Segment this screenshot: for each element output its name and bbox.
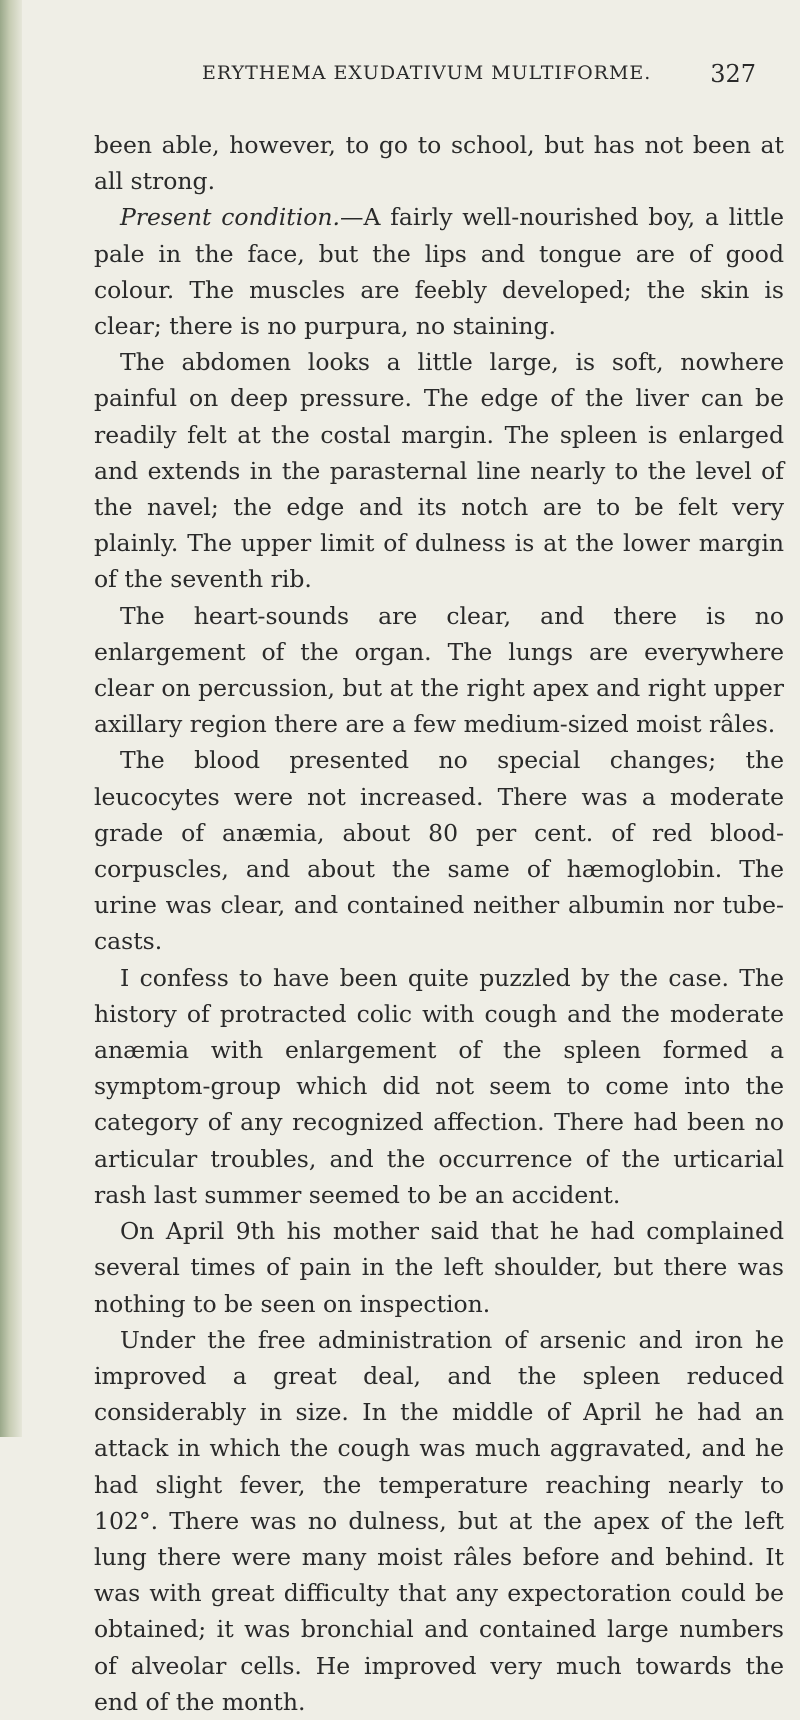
body-text (94, 127, 784, 1720)
paragraph-text: —A fairly well-nourished boy, a little pale in the face, but the lips and tongue are of good colour. The muscles are feebly developed; the skin is clear; there is no purpura, no staining. (94, 203, 785, 341)
book-page (36, 0, 800, 1716)
paragraph-present-condition (94, 199, 784, 344)
paragraph-heart-lungs (94, 598, 784, 743)
book-gutter-shadow (0, 0, 22, 1437)
running-title: ERYTHEMA EXUDATIVUM MULTIFORME. (202, 62, 652, 84)
paragraph-text: been able, however, to go to school, but has not been at all strong. (94, 131, 784, 196)
paragraph-abdomen (94, 344, 784, 597)
paragraph-text: The blood presented no special changes; the leucocytes were not increased. There was a moderate grade of anæmia, about 80 per cent. of red blood-corpuscles, and about the same of hæmoglobin. The urine was clear, and contained neither albumin nor tube-casts. (94, 746, 784, 956)
run-in-heading: Present condition. (120, 203, 340, 232)
paragraph-puzzled (94, 960, 784, 1213)
paragraph-text: I confess to have been quite puzzled by the case. The history of protracted colic with cough and the moderate anæmia with enlargement of the spleen formed a symptom-group which did not seem to come into the category of any recognized affection. There had been no articular troubles, and the occurrence of the urticarial rash last summer seemed to be an accident. (94, 963, 784, 1209)
paragraph-blood (94, 742, 784, 959)
paragraph-text: The heart-sounds are clear, and there is no enlargement of the organ. The lungs are everywhere clear on percussion, but at the right apex and right upper axillary region there are a few medium-sized moist râles. (94, 601, 784, 739)
paragraph-text: Under the free administration of arsenic and iron he improved a great deal, and the spleen reduced considerably in size. In the middle of April he had an attack in which the cough was much aggravated, and he had slight fever, the temperature reaching nearly to 102°. There was no dulness, but at the apex of the left lung there were many moist râles before and behind. It was with great difficulty that any expectoration could be obtained; it was bronchial and contained large numbers of alveolar cells. He improved very much towards the end of the month. (94, 1325, 784, 1716)
page-number: 327 (710, 60, 756, 88)
running-header (202, 62, 756, 92)
paragraph-april-9 (94, 1213, 784, 1322)
paragraph-continuation (94, 127, 784, 199)
paragraph-treatment (94, 1322, 784, 1720)
paragraph-text: The abdomen looks a little large, is soft, nowhere painful on deep pressure. The edge of the liver can be readily felt at the costal margin. The spleen is enlarged and extends in the parasternal line nearly to the level of the navel; the edge and its notch are to be felt very plainly. The upper limit of dulness is at the lower margin of the seventh rib. (94, 348, 784, 594)
paragraph-text: On April 9th his mother said that he had complained several times of pain in the left shoulder, but there was nothing to be seen on inspection. (94, 1217, 784, 1318)
